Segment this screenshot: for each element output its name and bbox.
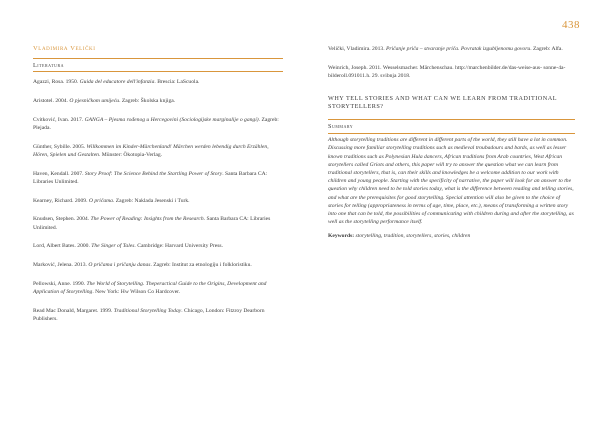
summary-heading: Summary bbox=[328, 123, 354, 131]
abstract-text: Although storytelling traditions are different in different parts of the world, they still have a lot in common. Discussing more familiar storytelling traditions such as medieval troubadours and bards, as well as lesser known traditions such as Polynesian Hula dancers, African traditions from Arab countries, West African storytellers called Griots and others, this paper will try to answer the question what we can learn from traditional storytellers, that is, can their skills and knowledges be a welcome addition to our work with children and young people. Starting with the specificity of narrative, the paper will look for an answer to the question why children need to be told stories today, what is the difference between reading and telling stories, and what are the prerequisites for good storytelling. Special attention will also be given to the choice of stories for telling (appropriateness in terms of age, time, place, etc.), means of transforming a written story into one that can be told, the possibilities of communicating with children during and after the storytelling, as well as the storytelling performance itself. bbox=[328, 137, 574, 226]
summary-rule-bottom bbox=[328, 133, 575, 134]
reference-title: Pričanje priča – stvaranje priča. Povratak izgubljenomu govoru bbox=[386, 46, 531, 52]
reference-author-year: Cvitković, Ivan. 2017. bbox=[33, 116, 85, 123]
reference-author-year: Pellowski, Anne. 1990. bbox=[33, 280, 87, 287]
reference-title: The World of Storytelling. Theperactical Guide to the Origins, Development and Application of Storytelling bbox=[33, 280, 267, 296]
reference-entry bbox=[33, 116, 283, 132]
summary-section bbox=[328, 119, 575, 134]
reference-publisher: . Zagreb: Plejada. bbox=[33, 116, 279, 131]
reference-publisher: . Münster: Ökotopia-Verlag. bbox=[98, 151, 163, 158]
reference-author-year: Velički, Vladimira. 2013. bbox=[328, 46, 386, 52]
keywords-list: storytelling, tradition, storytellers, stories, children bbox=[354, 233, 471, 240]
reference-entry bbox=[33, 215, 283, 231]
reference-publisher: . Zagreb: Školska knjiga. bbox=[119, 97, 176, 104]
keywords-line bbox=[328, 232, 575, 240]
reference-publisher: . Chicago, London: Fitzroy Dearborn Publishers. bbox=[33, 307, 265, 323]
page-number: 438 bbox=[562, 19, 580, 31]
reference-author-year: Aristotel. 2004. bbox=[33, 97, 70, 104]
reference-title: O pjesničkom umijeću bbox=[69, 97, 120, 104]
running-head-author: Vladimira Velički bbox=[33, 45, 96, 52]
reference-publisher: . Zagreb: Naklada Jesenski i Turk. bbox=[112, 197, 190, 204]
reference-author-year: Günther, Sybille. 2005. bbox=[33, 143, 87, 150]
reference-entry bbox=[33, 143, 283, 159]
reference-entry bbox=[328, 45, 575, 53]
summary-column bbox=[328, 45, 575, 240]
reference-publisher: . New York: Hw Wilson Co Hardcover. bbox=[92, 289, 181, 296]
reference-list-continued bbox=[328, 45, 575, 80]
reference-author-year: Knudsen, Stephen. 2004. bbox=[33, 216, 91, 223]
reference-author-year: Marković, Jelena. 2013. bbox=[33, 262, 89, 269]
reference-title: O pričama i pričanju danas bbox=[88, 262, 151, 269]
reference-entry bbox=[33, 97, 283, 105]
reference-entry bbox=[33, 170, 283, 186]
reference-entry bbox=[328, 64, 575, 80]
reference-publisher: . Brescia: LaScuola. bbox=[154, 79, 200, 85]
reference-title: O pričama bbox=[88, 197, 113, 204]
reference-entry bbox=[33, 242, 283, 250]
reference-publisher: . Santa Barbara CA: Libraries Unlimited. bbox=[33, 170, 268, 185]
reference-author-year: Lord, Albert Bates. 2000. bbox=[33, 243, 92, 250]
reference-author-year: Agazzi, Rosa. 1950. bbox=[33, 79, 80, 85]
section-rule-bottom bbox=[33, 71, 283, 72]
article-title-english: WHY TELL STORIES AND WHAT CAN WE LEARN FROM TRADITIONAL STORYTELLERS? bbox=[328, 95, 557, 111]
reference-title: The Power of Reading: Insights from the Research bbox=[90, 216, 204, 223]
reference-title: Guida del educatore dell'infanzia bbox=[79, 79, 155, 85]
reference-entry bbox=[33, 307, 283, 323]
reference-entry bbox=[33, 78, 283, 86]
reference-title: Willkommen im Kinder-Märchenland! Märchen werden lebendig durch Erzählen, Hören, Spielen und Gestalten bbox=[33, 143, 269, 158]
reference-entry bbox=[33, 261, 283, 269]
reference-title: GANGA – Pjesma rođenog u Hercegovini (Sociologijske marginalije o gangi) bbox=[84, 116, 259, 123]
reference-title: Traditional Storytelling Today bbox=[113, 307, 182, 314]
reference-author-year: Weinrich, Joseph. 2011. Wesselsmacher. Märchenschau. http://marchenbilder.de/das-weise-aus- sonne-4a-bilderoll.091011.h. 29. svibnja 2018. bbox=[328, 64, 566, 79]
reference-publisher: . Cambridge: Harvard University Press. bbox=[134, 243, 223, 250]
reference-title: The Singer of Tales bbox=[91, 243, 135, 250]
reference-title: Story Proof: The Science Behind the Startling Power of Story bbox=[84, 170, 223, 177]
keywords-label: Keywords: bbox=[328, 233, 355, 240]
reference-author-year: Read Mac Donald, Margaret. 1999. bbox=[33, 307, 114, 314]
reference-list bbox=[33, 78, 283, 323]
reference-publisher: . Santa Barbara CA: Libraries Unlimited. bbox=[33, 216, 271, 231]
reference-author-year: Kearney, Richard. 2009. bbox=[33, 197, 89, 204]
reference-publisher: . Zagreb: Alfa. bbox=[530, 46, 563, 52]
reference-publisher: . Zagreb: Institut za etnologiju i folkloristiku. bbox=[150, 262, 252, 269]
references-heading: Literatura bbox=[33, 62, 65, 69]
reference-author-year: Haven, Kendall. 2007. bbox=[33, 170, 85, 177]
reference-entry bbox=[33, 280, 283, 296]
reference-entry bbox=[33, 197, 283, 205]
references-column bbox=[33, 58, 283, 334]
